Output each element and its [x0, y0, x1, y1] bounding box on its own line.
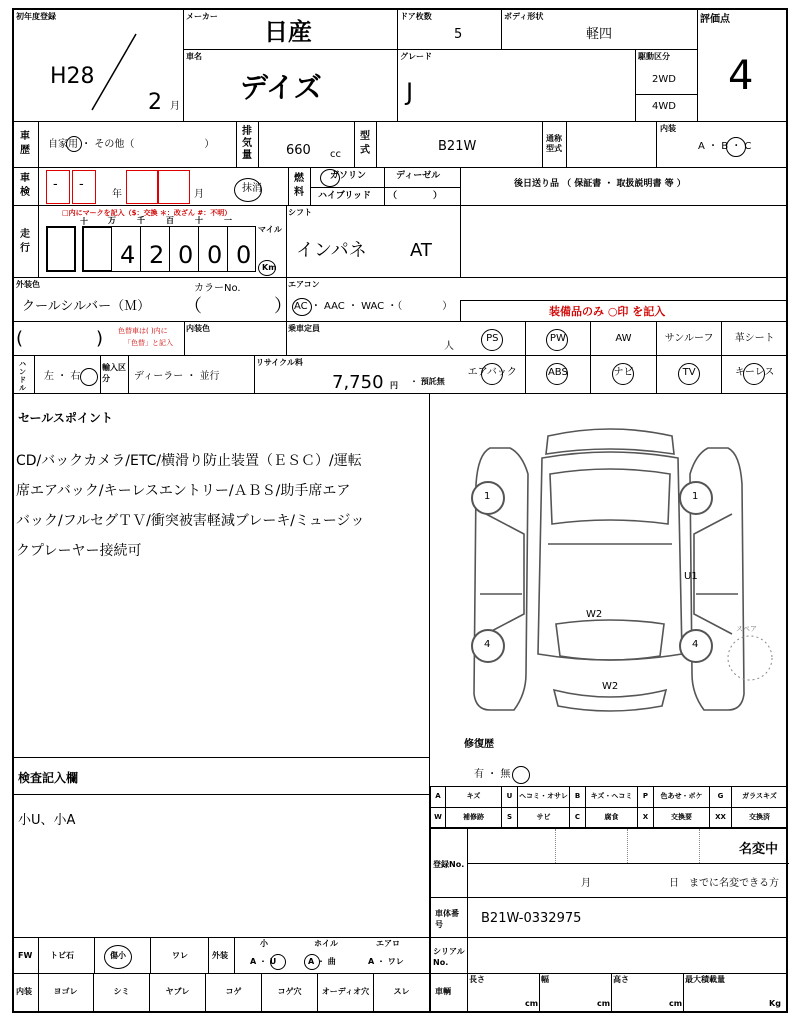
inspection-notes-box: [14, 758, 430, 938]
sales-point-line: クプレーヤー接続可: [16, 543, 142, 559]
exterior-color-value: クールシルバー（Ｍ）: [22, 299, 151, 314]
equipment-row-2: [460, 356, 788, 394]
recycle-label: リサイクル料: [256, 358, 303, 367]
capacity-label: 乗車定員: [288, 324, 320, 333]
small-options: A ・ U: [250, 957, 277, 966]
registration-label: 登録No.: [433, 860, 465, 869]
gasoline-circle: [320, 169, 340, 187]
yen-unit: 円: [390, 381, 398, 390]
max-load-unit: Kg: [769, 999, 781, 1008]
width-unit: cm: [597, 999, 611, 1008]
equipment-cell: [591, 322, 657, 356]
odometer-unit-label: 十: [80, 217, 88, 226]
interior-label: 内装: [660, 124, 676, 133]
repair-history-options: 有 ・ 無: [474, 769, 511, 780]
legend-text: キズ: [466, 792, 481, 800]
wheel-options: A ・ 曲: [308, 957, 336, 966]
drive-4wd: 4WD: [652, 101, 676, 112]
odometer-unit-label: 千: [137, 216, 145, 225]
model-label: 型式: [360, 131, 370, 156]
fw-small-circle: [104, 945, 132, 969]
sales-point-line: 席エアバック/キーレスエントリー/ＡＢＳ/助手席エア: [16, 483, 351, 499]
car-diagram-svg: [430, 394, 788, 730]
interior-damage-item: ヤブレ: [165, 987, 190, 996]
equipment-item: キーレス: [734, 367, 775, 378]
car-name-cell: [184, 50, 398, 122]
equipment-item: エアバック: [467, 367, 517, 378]
legend-cell: [732, 786, 788, 807]
doors-label: ドア枚数: [400, 12, 432, 21]
equipment-item: ナビ: [613, 367, 634, 378]
height-label: 高さ: [613, 975, 629, 984]
first-registration-label: 初年度登録: [16, 12, 56, 21]
fw-item-2: ワレ: [172, 951, 188, 960]
dimensions-box: [430, 974, 788, 1012]
aero-label: エアロ: [376, 939, 400, 948]
model-value: B21W: [438, 139, 477, 154]
body-cell: [502, 10, 698, 50]
mileage-row: [14, 206, 460, 278]
interior-grades: A ・ B ・ C: [698, 141, 752, 152]
displacement-label: 排気量: [242, 126, 252, 161]
fuel-hybrid-paren: （ ）: [388, 191, 443, 201]
fuel-gasoline: ガソリン: [330, 171, 367, 181]
fw-label: FW: [18, 951, 33, 960]
color-change-paren: (: [16, 328, 24, 349]
inspection-notes-title: 検査記入欄: [18, 771, 79, 785]
length-unit: cm: [525, 999, 539, 1008]
docs-title: 後日送り品 （ 保証書 ・ 取扱説明書 等 ）: [514, 179, 686, 189]
handle-label: ハンドル: [19, 360, 26, 392]
score-cell: [698, 10, 788, 122]
expired-circle: [234, 178, 262, 202]
vin-value: B21W-0332975: [481, 911, 582, 926]
auction-sheet: [12, 8, 788, 1013]
inspection-label: 車検: [20, 173, 30, 198]
deposit-label: ・ 預託無: [410, 377, 445, 386]
legend-text: S: [506, 813, 513, 821]
legend-text: XX: [715, 813, 726, 821]
drive-label: 駆動区分: [638, 52, 670, 61]
tire-rear-left: 4: [484, 639, 491, 650]
odometer-digit: 0: [236, 241, 252, 269]
maker-cell: [184, 10, 398, 50]
legend-cell: [430, 786, 446, 807]
vin-label: 車体番号: [435, 909, 459, 929]
odometer-digits: [80, 216, 258, 272]
interior-damage-cell: [374, 974, 430, 1012]
interior-damage-item: シミ: [113, 987, 130, 996]
wheel-a-circle: [304, 954, 320, 970]
legend-cell: [586, 807, 638, 828]
handwritten-slash: [84, 32, 144, 112]
equipment-cell: [722, 356, 788, 394]
interior-damage-cell: [206, 974, 262, 1012]
capacity-unit: 人: [444, 341, 454, 352]
usage-value: 自家用 ・ その他（ ）: [48, 139, 215, 150]
aircon-label: エアコン: [288, 280, 320, 289]
grade-label: グレード: [400, 52, 432, 61]
handle-options: 左 ・ 右: [44, 371, 81, 382]
equipment-cell: [460, 322, 526, 356]
equipment-item: 革シート: [734, 333, 775, 344]
equipment-item: PS: [486, 333, 499, 344]
max-load-label: 最大積載量: [685, 975, 725, 984]
legend-text: 補修跡: [463, 813, 484, 821]
aircon-circle: [292, 298, 312, 316]
legend-cell: [430, 807, 446, 828]
length-label: 長さ: [469, 975, 485, 984]
legend-text: ヘコミ・オサレ: [519, 792, 568, 800]
registration-month: 月: [581, 878, 591, 889]
odometer-digit: 0: [207, 241, 223, 269]
legend-text: G: [717, 792, 724, 800]
first-registration-cell: [14, 10, 184, 122]
fuel-hybrid: ハイブリッド: [318, 191, 372, 201]
damage-u1: U1: [684, 571, 698, 582]
first-registration-month: 2: [148, 90, 162, 115]
interior-damage-item: コゲ穴: [277, 987, 302, 996]
legend-cell: [638, 786, 654, 807]
odometer-digit-box: [80, 217, 111, 272]
odometer-digit: 4: [120, 241, 136, 269]
sales-point-box: [14, 394, 430, 758]
recycle-amount: 7,750: [332, 372, 384, 393]
equipment-item: サンルーフ: [664, 333, 714, 344]
color-row: [14, 278, 460, 322]
tire-rear-right: 4: [692, 639, 699, 650]
inspection-month-unit: 月: [194, 189, 204, 200]
odometer-unit-label: 十: [195, 216, 203, 225]
body-value: 軽四: [586, 27, 613, 42]
drive-cell: [636, 50, 698, 122]
interior-damage-item: オーディオ穴: [321, 987, 370, 996]
odometer-digit-box: [166, 216, 198, 272]
legend-text: ガラスキズ: [742, 792, 777, 800]
color-number-label: カラーNo.: [194, 283, 241, 294]
equipment-cell: [526, 356, 592, 394]
inspection-year-unit: 年: [112, 189, 122, 200]
equipment-circle: [481, 363, 503, 385]
drive-2wd: 2WD: [652, 74, 676, 85]
legend-cell: [518, 786, 570, 807]
aircon-options: AC ・ AAC ・ WAC ・（ ）: [294, 301, 453, 312]
cc-unit: cc: [330, 149, 341, 160]
fuel-label: 燃料: [294, 173, 304, 198]
legend-cell: [654, 807, 710, 828]
handle-row: [14, 356, 460, 394]
sales-point-title: セールスポイント: [18, 411, 113, 425]
handle-right-circle: [80, 368, 98, 386]
equipment-title: 装備品のみ ○印 を記入: [549, 305, 666, 318]
km-label: Km: [262, 263, 277, 272]
legend-text: サビ: [536, 813, 551, 821]
tire-front-left: 1: [484, 491, 491, 502]
mileage-note: □内にマークを記入（$：交換 ＊：改ざん #：不明）: [62, 209, 232, 217]
doors-cell: [398, 10, 502, 50]
equipment-cell: [591, 356, 657, 394]
repair-history-label: 修復歴: [464, 739, 494, 750]
repair-none-circle: [512, 766, 530, 784]
dimensions-label: 車輌: [435, 987, 451, 996]
equipment-circle: [481, 329, 503, 351]
equipment-cell: [526, 322, 592, 356]
interior-damage-label: 内装: [16, 987, 32, 996]
color-change-note2: 「色替」と記入: [124, 339, 173, 347]
mile-label: マイル: [258, 225, 282, 234]
shift-position: インパネ: [296, 240, 367, 261]
fw-item-1: 傷小: [110, 951, 126, 960]
color-change-note1: 色替車は( )内に: [118, 327, 168, 335]
legend-cell: [446, 786, 502, 807]
legend-text: A: [435, 792, 441, 800]
shift-type: AT: [410, 240, 432, 261]
legend-text: 交換済: [749, 813, 770, 821]
damage-w2-top: W2: [586, 609, 603, 620]
small-u-circle: [270, 954, 286, 970]
odometer-unit-label: 一: [224, 216, 232, 225]
fuel-diesel: ディーゼル: [396, 171, 441, 181]
legend-cell: [710, 786, 732, 807]
equipment-circle: [546, 329, 568, 351]
serial-box: [430, 938, 788, 974]
grade-cell: [398, 50, 636, 122]
equipment-cell: [657, 322, 723, 356]
sales-point-line: CD/バックカメラ/ETC/横滑り防止装置（ＥＳＣ）/運転: [16, 453, 362, 469]
score-label: 評価点: [700, 14, 730, 25]
registration-day-text: 日 までに名変できる方: [669, 878, 779, 889]
legend-text: C: [574, 813, 581, 821]
equipment-row-1: [460, 322, 788, 356]
legend-cell: [586, 786, 638, 807]
legend-cell: [502, 786, 518, 807]
interior-damage-cell: [318, 974, 374, 1012]
legend-cell: [502, 807, 518, 828]
equipment-item: PW: [549, 333, 566, 344]
interior-damage-cell: [38, 974, 94, 1012]
spare-tire-label: スペア: [736, 625, 757, 633]
body-label: ボディ形状: [504, 12, 544, 21]
equipment-circle: [678, 363, 700, 385]
equipment-circle: [743, 363, 765, 385]
interior-row: [14, 974, 430, 1012]
usage-circle: [66, 136, 82, 152]
first-registration-year: H28: [50, 64, 95, 89]
odometer-digit-box: [195, 216, 227, 272]
odometer-digit: 2: [149, 241, 165, 269]
odometer-digit-box: [224, 216, 256, 272]
fw-item-0: トビ石: [50, 951, 74, 960]
legend-text: P: [642, 792, 649, 800]
color-change-row: ( ) 色替車は( )内に 「色替」と記入 内装色 乗車定員 人: [14, 322, 460, 356]
grade-value: J: [406, 78, 414, 106]
inspection-row: 車検 - - 年 月 抹消 燃料 ガソリン ディーゼル ハイブリッド （ ） 後日送り品 （ 保証書 ・ 取扱説明書 等 ）: [14, 168, 788, 206]
legend-cell: [638, 807, 654, 828]
equipment-item: TV: [682, 367, 696, 378]
equipment-item: AW: [615, 333, 632, 344]
inspection-notes-text: 小U、小A: [18, 813, 76, 828]
legend-cell: [570, 786, 586, 807]
equipment-cell: [657, 356, 723, 394]
legend-text: 腐食: [604, 813, 619, 821]
legend-text: 色あせ・ボケ: [660, 792, 703, 800]
damage-legend: [430, 786, 788, 828]
car-name-value: デイズ: [240, 71, 322, 104]
car-diagram: [430, 394, 788, 780]
equipment-cell: [722, 322, 788, 356]
fw-row: [14, 938, 430, 974]
km-circle: [258, 260, 276, 276]
small-label: 小: [260, 939, 268, 948]
legend-text: U: [506, 792, 513, 800]
wheel-label: ホイル: [314, 939, 338, 948]
name-change-label: 名変中: [739, 842, 779, 857]
expired-label: 抹消: [242, 183, 262, 194]
color-number-paren: （ ）: [184, 296, 292, 317]
legend-text: W: [434, 813, 442, 821]
interior-damage-item: ヨゴレ: [53, 987, 78, 996]
exterior-color-label: 外装色: [16, 280, 40, 289]
odometer-digit-box: [137, 216, 169, 272]
interior-damage-item: スレ: [393, 987, 410, 996]
history-label: 車歴: [20, 131, 30, 156]
month-unit: 月: [170, 101, 180, 112]
maker-label: メーカー: [186, 12, 218, 21]
legend-text: X: [642, 813, 649, 821]
import-label: 輸入区分: [102, 363, 126, 383]
legend-text: B: [574, 792, 581, 800]
shift-label: シフト: [288, 208, 312, 217]
equipment-cell: [460, 356, 526, 394]
height-unit: cm: [669, 999, 683, 1008]
odometer-unit-label: 百: [166, 216, 174, 225]
interior-color-label: 内装色: [186, 324, 210, 333]
sales-point-text: [16, 446, 426, 566]
sales-point-line: バック/フルセグＴＶ/衝突被害軽減ブレーキ/ミュージッ: [16, 513, 365, 529]
damage-w2-rear: W2: [602, 681, 619, 692]
width-label: 幅: [541, 975, 549, 984]
aero-options: A ・ ワレ: [368, 957, 404, 966]
interior-damage-cell: [150, 974, 206, 1012]
dealer-options: ディーラー ・ 並行: [134, 371, 220, 382]
interior-damage-item: コゲ: [225, 987, 242, 996]
interior-damage-cell: [94, 974, 150, 1012]
doors-value: 5: [454, 27, 463, 42]
odometer-unit-label: 万: [108, 216, 116, 225]
mileage-label: 走行: [20, 229, 30, 254]
legend-cell: [570, 807, 586, 828]
equipment-title-cell: [460, 300, 788, 322]
legend-cell: [446, 807, 502, 828]
vin-box: [430, 898, 788, 938]
legend-cell: [732, 807, 788, 828]
exterior-label: 外装: [212, 951, 228, 960]
equipment-item: ABS: [547, 367, 568, 378]
legend-cell: [654, 786, 710, 807]
car-name-label: 車名: [186, 52, 202, 61]
maker-value: 日産: [264, 18, 312, 46]
legend-cell: [710, 807, 732, 828]
interior-b-circle: [726, 137, 746, 157]
legend-text: キズ・ヘコミ: [590, 792, 633, 800]
legend-cell: [518, 807, 570, 828]
score-value: 4: [728, 53, 754, 99]
registration-box: [430, 828, 788, 898]
odometer-digit: 0: [178, 241, 194, 269]
common-model-label: 通称型式: [546, 134, 562, 153]
serial-label: シリアルNo.: [433, 947, 465, 967]
displacement-value: 660: [286, 143, 311, 158]
equipment-circle: [612, 363, 634, 385]
interior-damage-cell: [262, 974, 318, 1012]
tire-front-right: 1: [692, 491, 699, 502]
legend-text: 交換要: [671, 813, 692, 821]
docs-area: [460, 206, 788, 278]
odometer-digit-box: [108, 216, 140, 272]
equipment-circle: [546, 363, 568, 385]
history-row: [14, 122, 788, 168]
